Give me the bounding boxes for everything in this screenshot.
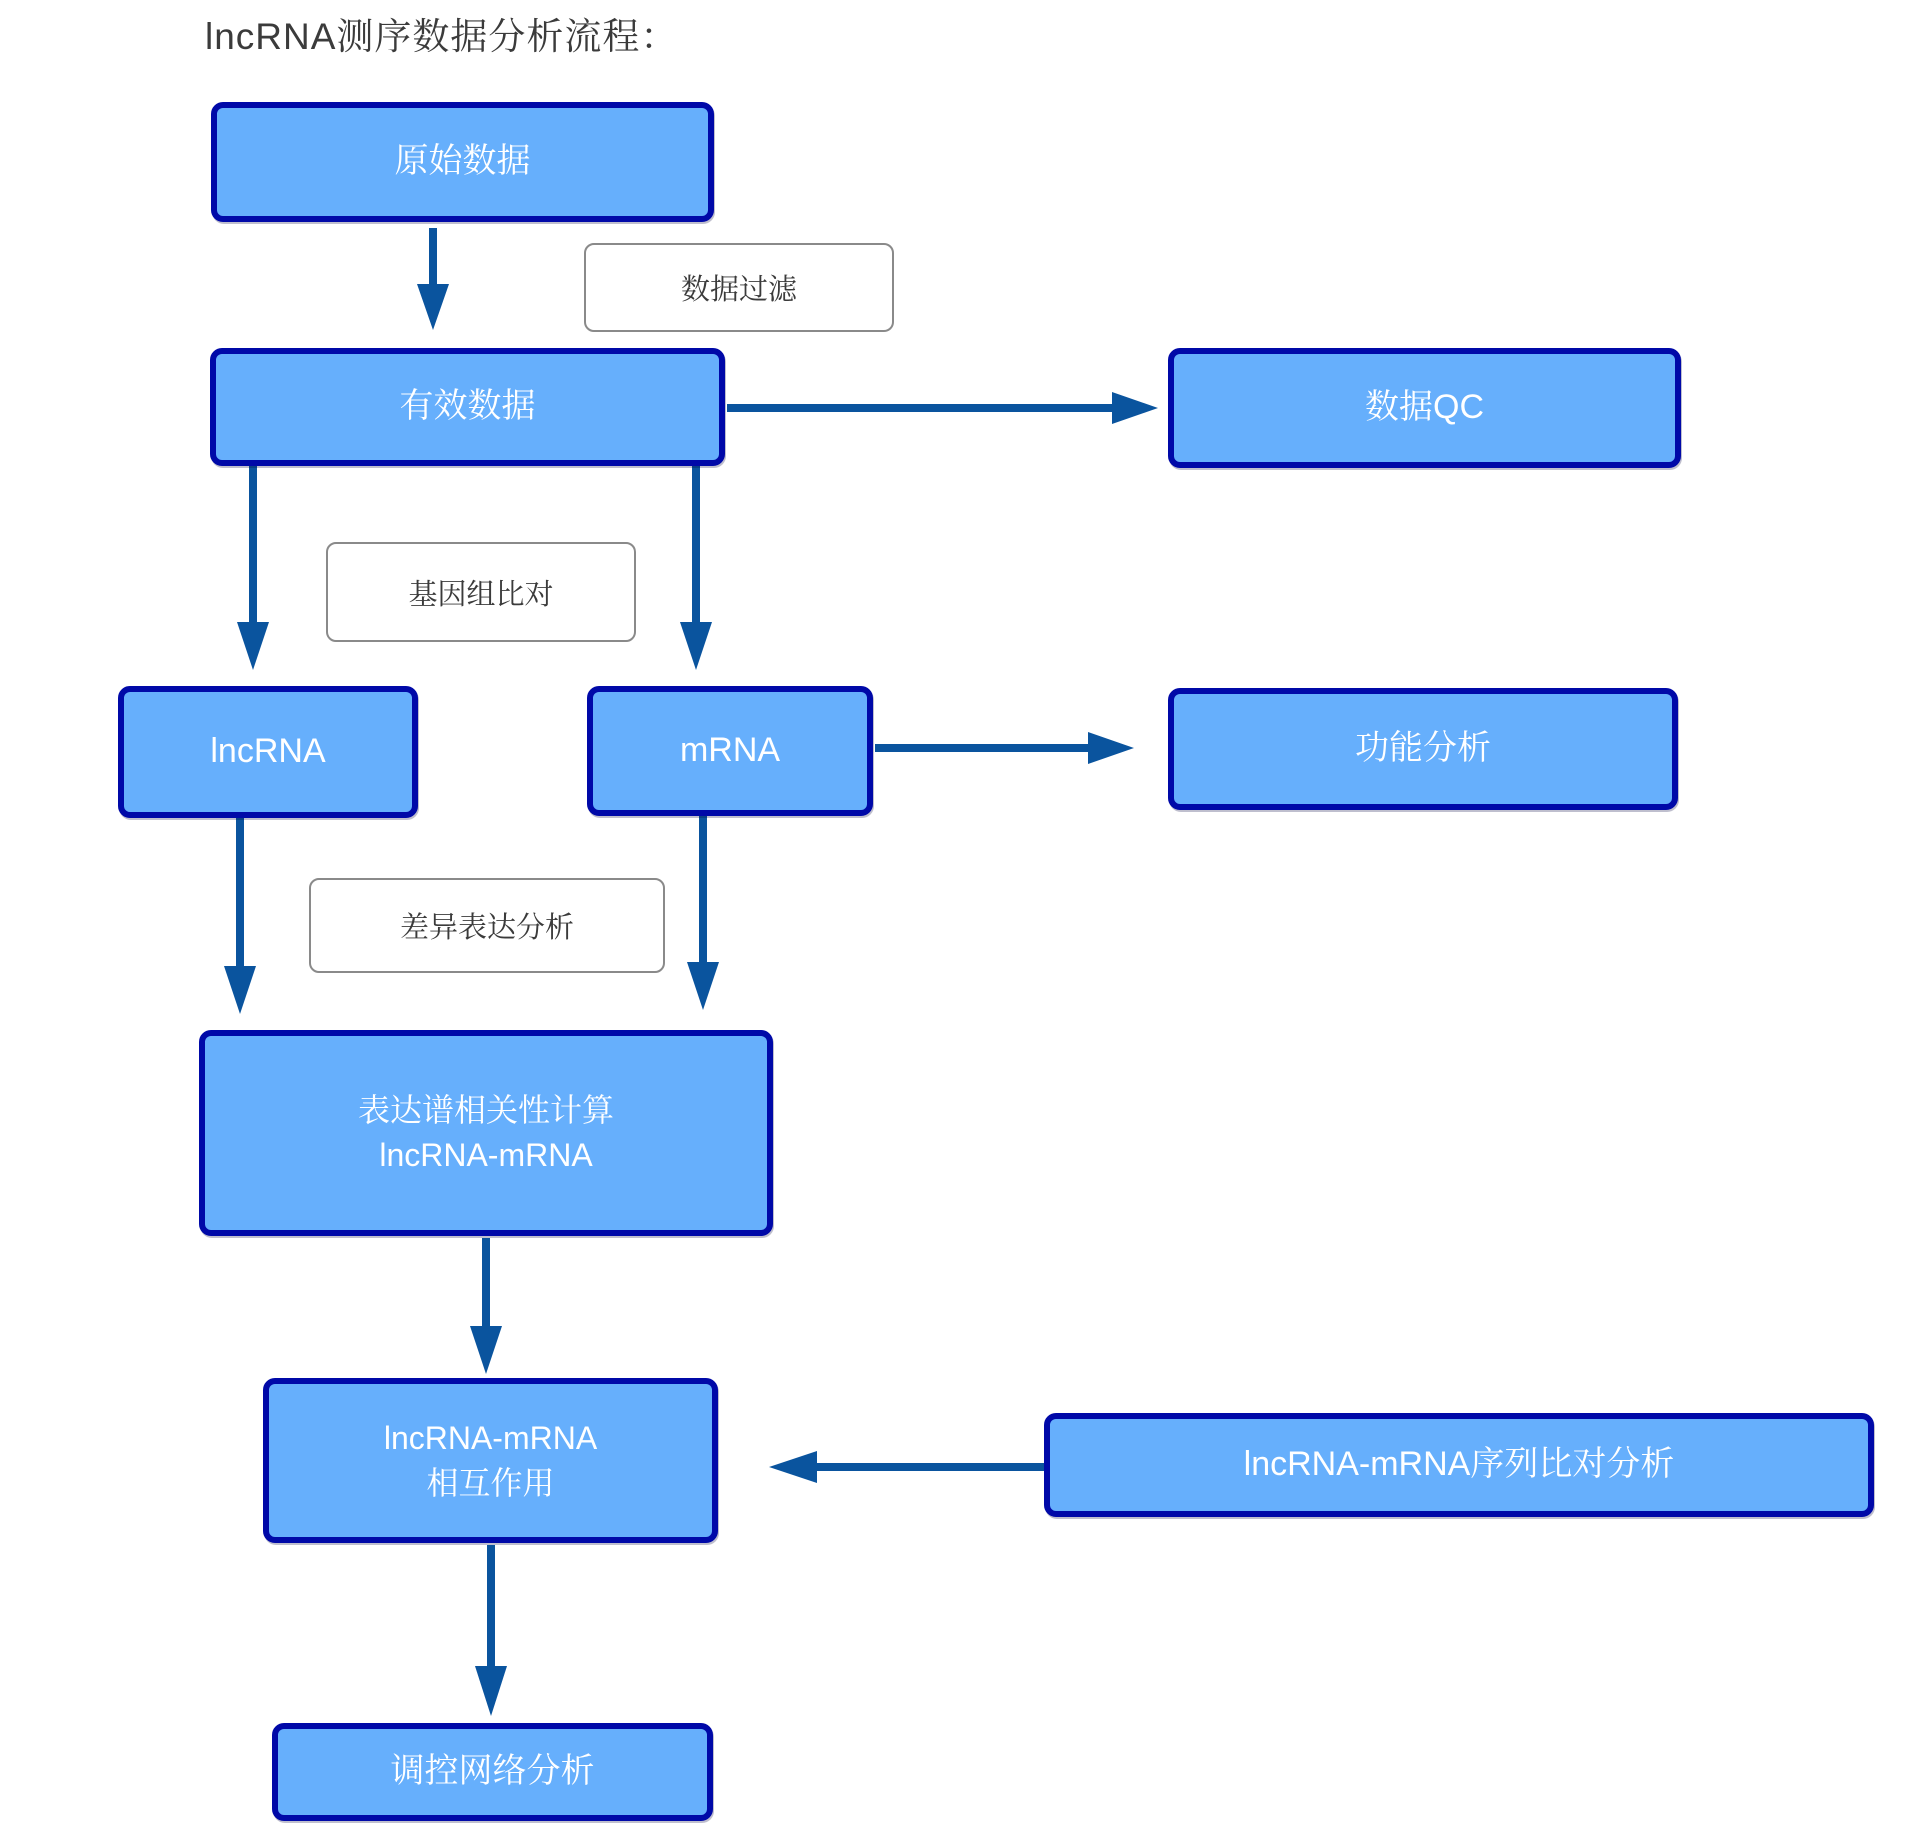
node-function-analysis-label: 功能分析 [1355, 729, 1491, 768]
node-lncrna-mrna-interaction-line1: lncRNA-mRNA [383, 1419, 598, 1456]
edge-label-differential-expression [309, 878, 665, 973]
node-regulatory-network-analysis [272, 1723, 713, 1821]
edge-label-differential-expression-text: 差异表达分析 [399, 912, 574, 944]
edge-label-data-filter [584, 243, 894, 332]
node-data-qc-label: 数据QC [1365, 388, 1484, 427]
arrow-seq-to-interact [769, 1451, 1044, 1483]
node-mrna [587, 686, 873, 816]
edge-label-data-filter-text: 数据过滤 [680, 274, 797, 306]
arrow-valid-to-lncrna [237, 466, 269, 670]
arrow-mrna-to-corr [687, 816, 719, 1010]
page-title: lncRNA测序数据分析流程： [205, 16, 679, 57]
arrow-valid-to-mrna [680, 466, 712, 670]
arrow-lncrna-to-corr [224, 818, 256, 1014]
node-sequence-alignment-analysis-label: lncRNA-mRNA序列比对分析 [1243, 1445, 1675, 1484]
node-sequence-alignment-analysis [1044, 1413, 1874, 1517]
node-valid-data-label: 有效数据 [399, 387, 536, 426]
node-lncrna [118, 686, 418, 818]
node-lncrna-label: lncRNA [210, 732, 326, 771]
node-raw-data [211, 102, 714, 222]
arrow-interact-to-network [475, 1545, 507, 1716]
node-lncrna-mrna-interaction [263, 1378, 718, 1543]
arrow-mrna-to-func [875, 732, 1134, 764]
edge-label-genome-alignment [326, 542, 636, 642]
arrow-corr-to-interact [470, 1238, 502, 1374]
node-expression-correlation [199, 1030, 773, 1236]
edge-label-genome-alignment-text: 基因组比对 [408, 578, 554, 611]
node-regulatory-network-analysis-label: 调控网络分析 [390, 1752, 595, 1791]
node-mrna-label: mRNA [679, 731, 781, 770]
node-data-qc [1168, 348, 1681, 468]
node-expression-correlation-line2: lncRNA-mRNA [379, 1137, 593, 1173]
node-lncrna-mrna-interaction-line2: 相互作用 [426, 1464, 555, 1501]
arrow-valid-to-qc [727, 392, 1158, 424]
node-function-analysis [1168, 688, 1678, 810]
node-valid-data [210, 348, 725, 466]
arrow-raw-to-valid [417, 228, 449, 330]
node-expression-correlation-line1: 表达谱相关性计算 [357, 1092, 614, 1129]
node-raw-data-label: 原始数据 [394, 142, 531, 181]
